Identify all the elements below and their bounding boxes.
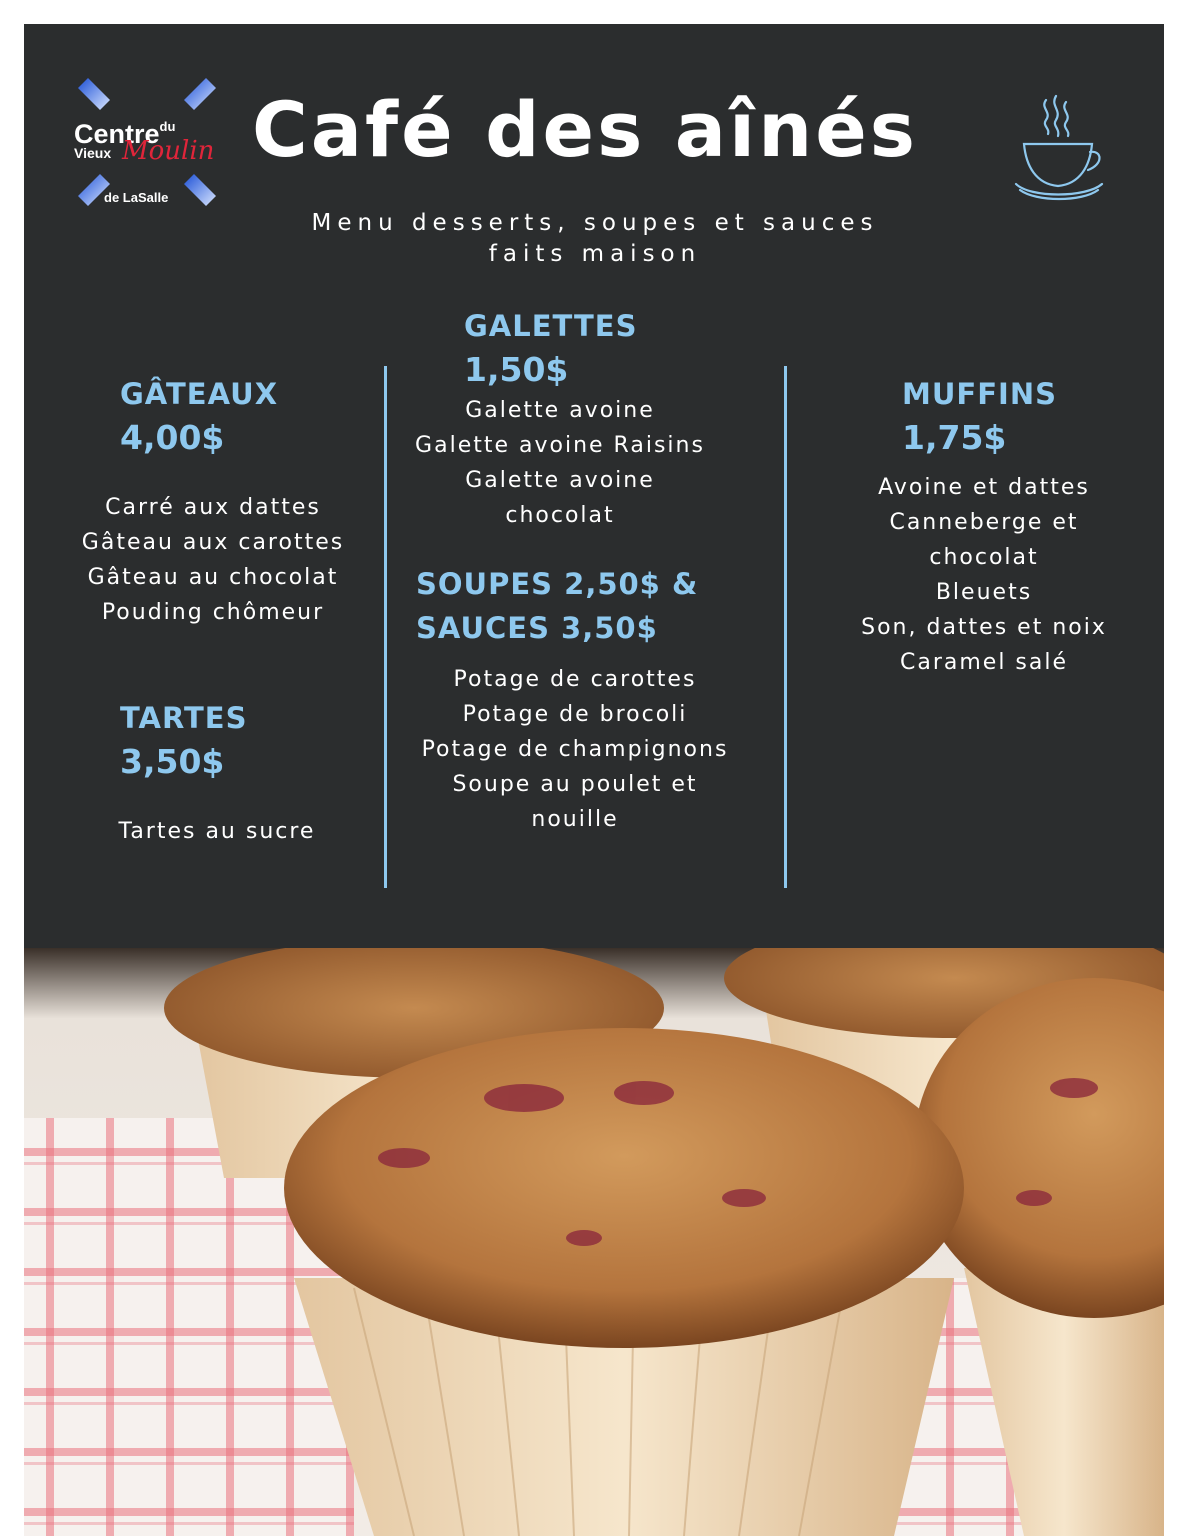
menu-item: Caramel salé — [899, 650, 1069, 675]
menu-item: Gâteau au chocolat — [87, 565, 339, 590]
menu-item: chocolat — [505, 503, 615, 528]
menu-item: Potage de brocoli — [462, 702, 688, 727]
section-title: GALETTES — [464, 309, 638, 343]
section-price: 1,50$ — [464, 350, 569, 389]
menu-item: Tartes au sucre — [118, 819, 316, 844]
tartes-items — [40, 814, 394, 849]
section-price: 3,50$ — [120, 742, 225, 781]
menu-item: Son, dattes et noix — [861, 615, 1107, 640]
gateaux-items — [40, 490, 386, 630]
section-price: 1,75$ — [902, 418, 1007, 457]
section-price: 4,00$ — [120, 418, 225, 457]
logo-word-vieux: Vieux — [74, 145, 112, 161]
menu-item: Potage de champignons — [421, 737, 729, 762]
section-title-line-1: SOUPES 2,50$ & — [416, 567, 699, 601]
menu-item: Soupe au poulet et — [452, 772, 698, 797]
section-soupes-sauces — [416, 562, 698, 650]
menu-item: Galette avoine Raisins — [415, 433, 705, 458]
section-title: MUFFINS — [902, 377, 1057, 411]
section-muffins — [902, 372, 1057, 460]
menu-item: Canneberge et — [889, 510, 1079, 535]
muffin-photo — [24, 948, 1164, 1536]
muffins-items — [830, 470, 1138, 680]
menu-item: Gâteau aux carottes — [81, 530, 345, 555]
column-divider-right — [784, 366, 787, 888]
menu-item: Avoine et dattes — [878, 475, 1090, 500]
page-title: Café des aînés — [252, 85, 918, 174]
centre-vieux-moulin-logo — [72, 74, 222, 210]
menu-item: Carré aux dattes — [105, 495, 321, 520]
menu-item: Pouding chômeur — [101, 600, 325, 625]
section-title-line-2: SAUCES 3,50$ — [416, 611, 658, 645]
galettes-items — [390, 393, 730, 533]
menu-item: chocolat — [929, 545, 1039, 570]
logo-word-centre: Centre — [74, 119, 160, 149]
section-tartes — [120, 696, 247, 784]
section-gateaux — [120, 372, 278, 460]
logo-word-lasalle: de LaSalle — [104, 190, 169, 205]
menu-item: Galette avoine — [465, 398, 655, 423]
menu-item: Bleuets — [935, 580, 1033, 605]
menu-item: Galette avoine — [465, 468, 655, 493]
logo-word-moulin: Moulin — [122, 136, 215, 166]
subtitle-line-2: faits maison — [488, 241, 702, 267]
coffee-cup-icon — [1010, 94, 1110, 204]
logo-word-du: du — [159, 119, 176, 134]
section-title: GÂTEAUX — [120, 377, 279, 411]
subtitle-line-1: Menu desserts, soupes et sauces — [311, 210, 879, 236]
soupes-items — [388, 662, 762, 837]
section-title: TARTES — [120, 701, 248, 735]
section-galettes — [464, 304, 637, 392]
menu-item: Potage de carottes — [453, 667, 697, 692]
menu-item: nouille — [531, 807, 619, 832]
menu-subtitle — [200, 208, 990, 270]
